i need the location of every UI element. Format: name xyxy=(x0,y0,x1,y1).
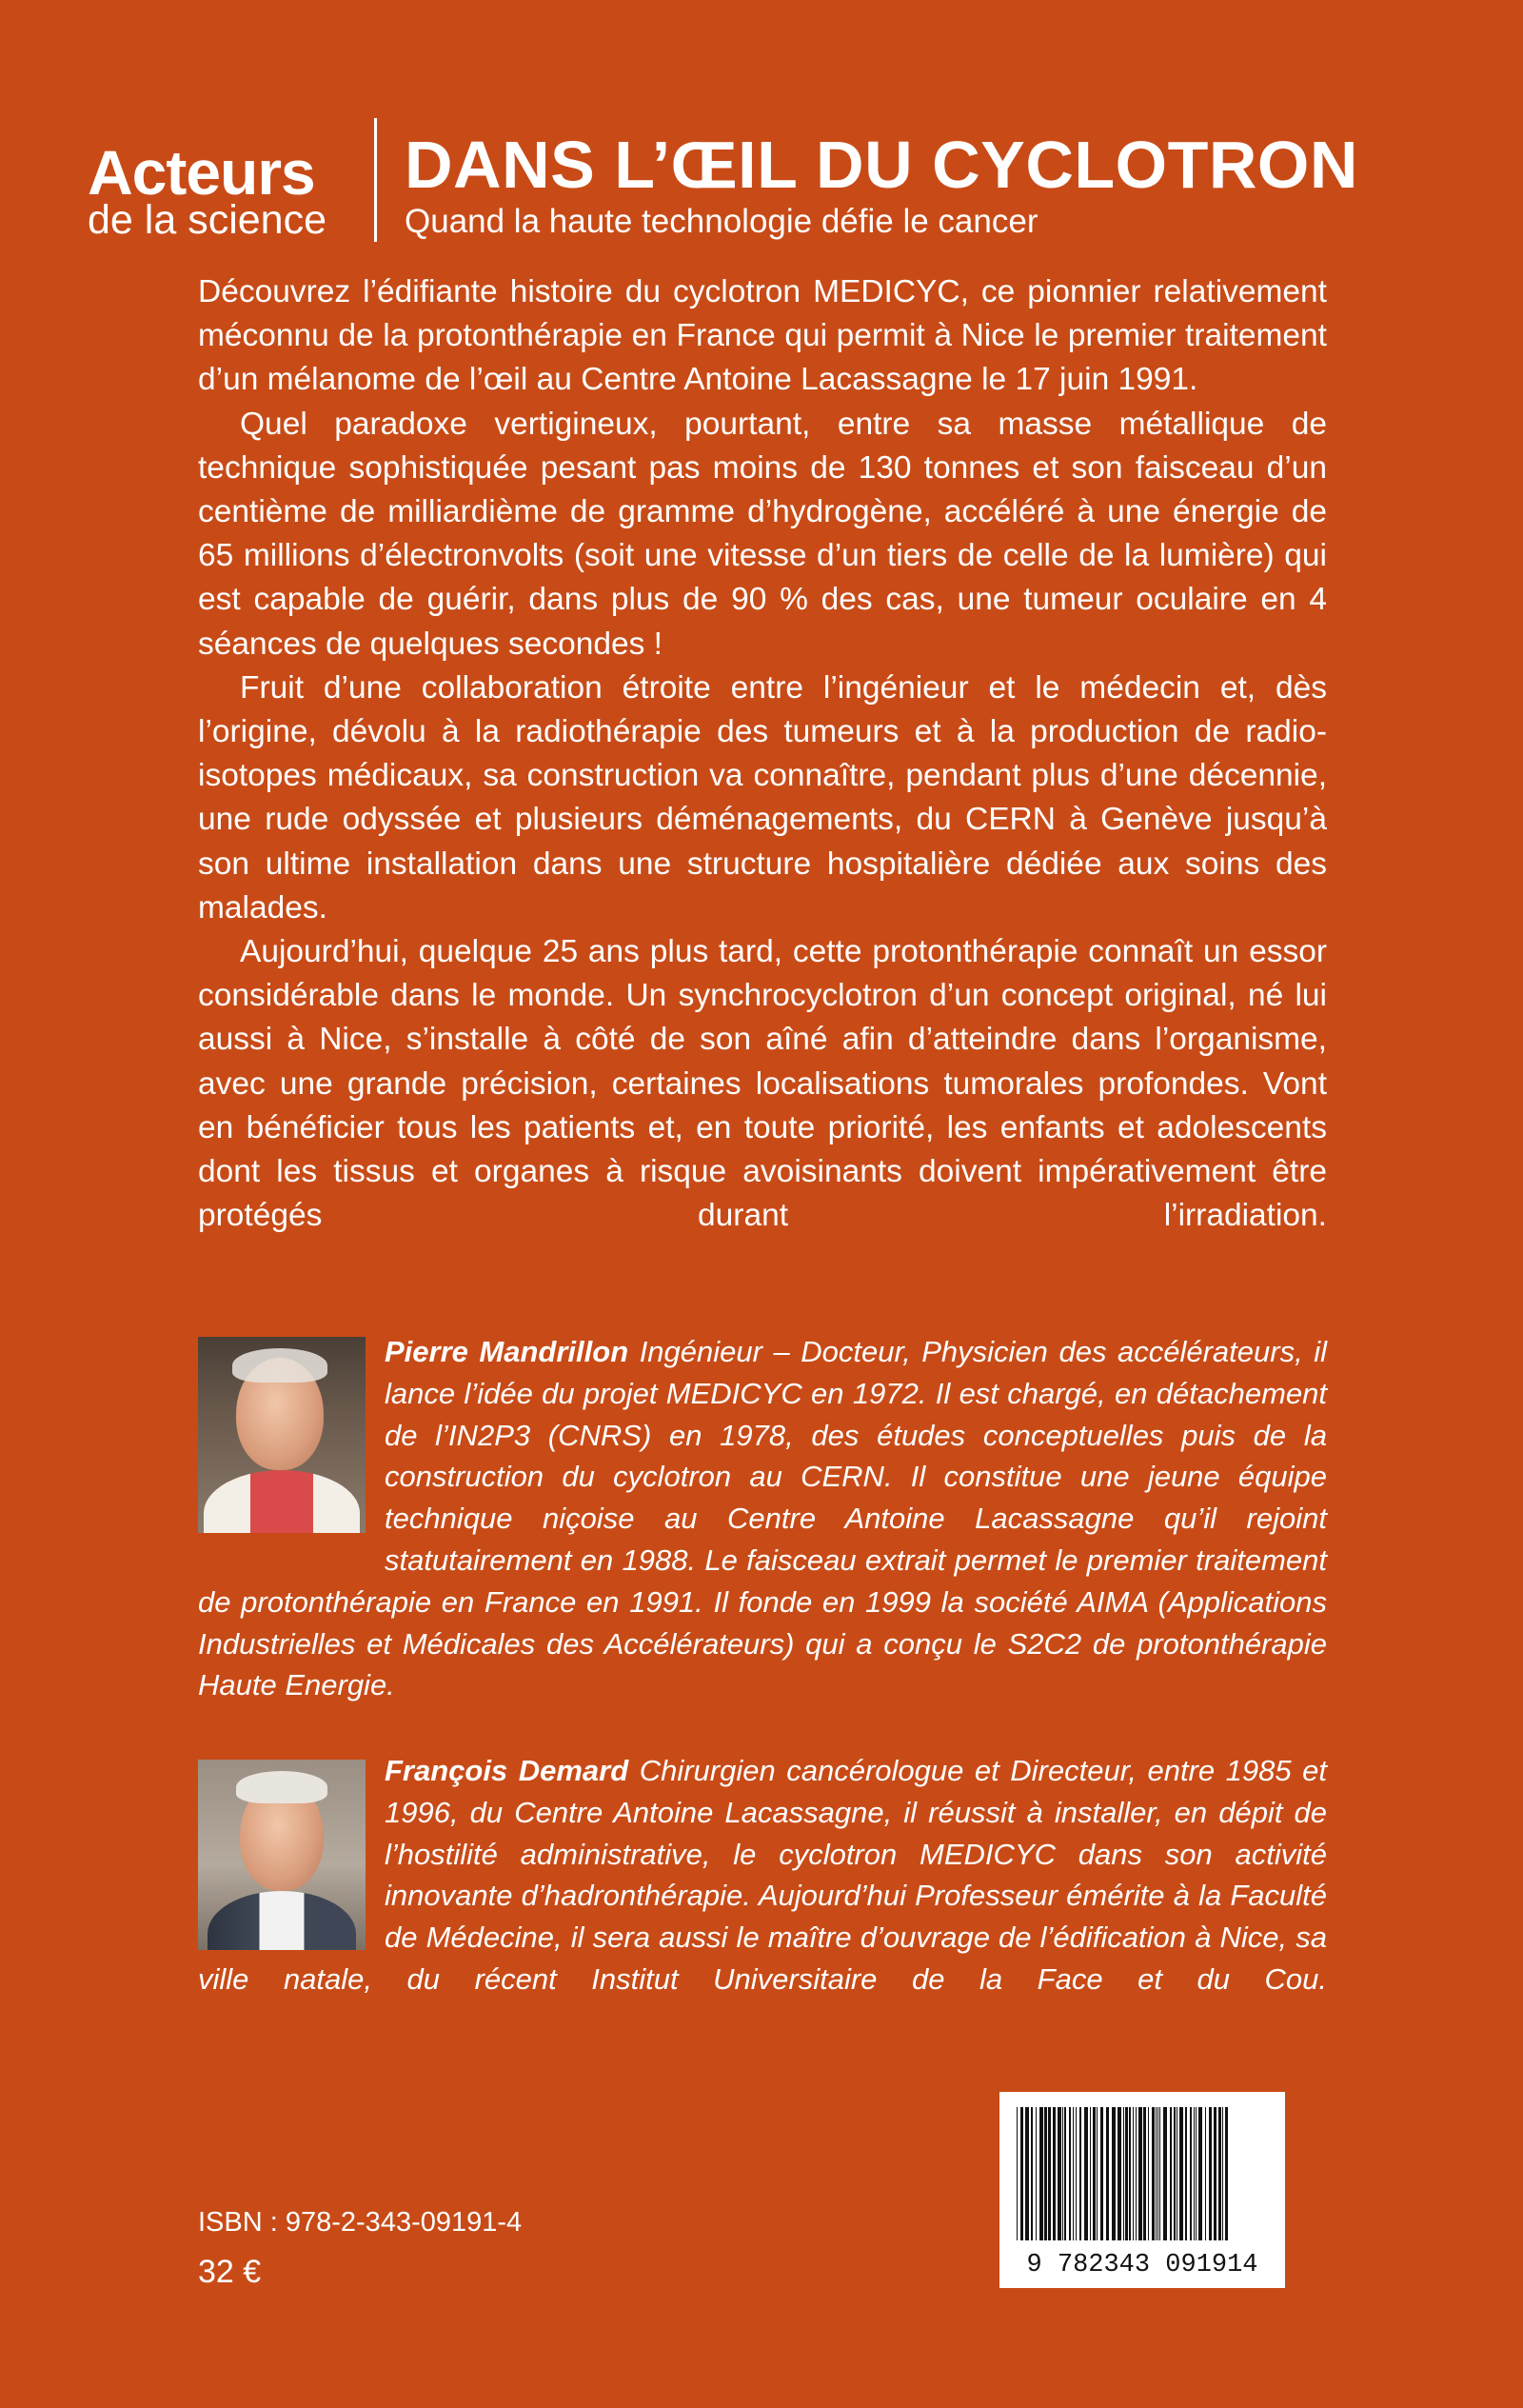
barcode-bar xyxy=(1079,2107,1081,2240)
isbn-label: ISBN : 978-2-343-09191-4 xyxy=(198,2207,523,2238)
author-bio-text xyxy=(198,1331,1327,1706)
barcode xyxy=(999,2092,1285,2288)
barcode-bar xyxy=(1136,2107,1137,2240)
blurb-paragraph-1: Découvrez l’édifiante histoire du cyclotron MEDICYC, ce pionnier relativement méconnu de la protonthérapie en France qui permit à Nice le premier traitement d’un mélanome de l’œil au Centre Antoine Lacassagne le 17 juin 1991. xyxy=(198,274,1327,398)
barcode-bar xyxy=(1156,2107,1157,2240)
barcode-bar xyxy=(1133,2107,1134,2240)
series-name-line1: Acteurs xyxy=(88,137,315,208)
barcode-bar xyxy=(1069,2107,1071,2240)
barcode-bar xyxy=(1076,2107,1077,2240)
barcode-bar xyxy=(1218,2107,1221,2240)
author-name: François Demard xyxy=(385,1754,629,1787)
barcode-bar xyxy=(1100,2107,1103,2240)
barcode-bar xyxy=(1157,2107,1158,2240)
author-description: Chirurgien cancérologue et Directeur, entre 1985 et 1996, du Centre Antoine Lacassagne, il réussit à installer, en dépit de l’hostilité administrative, le cyclotron MEDICYC dans son activité innovante d’hadronthérapie. Aujourd’hui Professeur émérite à la Faculté de Médecine, il sera aussi le maître d’ouvrage de l’édification à Nice, sa ville natale, du récent Institut Universitaire de la Face et du Cou. xyxy=(198,1754,1327,1996)
barcode-bar xyxy=(1174,2107,1176,2240)
barcode-bar xyxy=(1073,2107,1074,2240)
barcode-bar xyxy=(1179,2107,1183,2240)
barcode-bar xyxy=(1093,2107,1096,2240)
barcode-bar xyxy=(1036,2107,1037,2240)
barcode-bar xyxy=(1084,2107,1088,2240)
barcode-bar xyxy=(1143,2107,1146,2240)
cover-header xyxy=(0,124,1523,257)
barcode-bar xyxy=(1025,2107,1029,2240)
barcode-bar xyxy=(1185,2107,1187,2240)
barcode-bar xyxy=(1062,2107,1063,2240)
barcode-bar xyxy=(1106,2107,1109,2240)
barcode-bar xyxy=(1129,2107,1131,2240)
barcode-bar xyxy=(1123,2107,1124,2240)
barcode-digits: 9 782343 091914 xyxy=(1026,2251,1258,2277)
author-photo xyxy=(198,1760,366,1950)
author-photo xyxy=(198,1337,366,1533)
barcode-bar xyxy=(1152,2107,1155,2240)
author-name: Pierre Mandrillon xyxy=(385,1335,629,1368)
book-subtitle: Quand la haute technologie défie le cancer xyxy=(405,203,1038,240)
barcode-bar xyxy=(1118,2107,1121,2240)
barcode-bar xyxy=(1053,2107,1056,2240)
author-bio-text xyxy=(198,1750,1327,2000)
series-name-line2: de la science xyxy=(88,197,326,243)
barcode-bar xyxy=(1194,2107,1195,2240)
barcode-bar xyxy=(1170,2107,1172,2240)
author-bio-1 xyxy=(198,1331,1327,1706)
book-title: DANS L’ŒIL DU CYCLOTRON xyxy=(405,128,1358,202)
barcode-bar xyxy=(1222,2107,1223,2240)
blurb-paragraph-3: Fruit d’une collaboration étroite entre l’ingénieur et le médecin et, dès l’origine, dévolu à la radiothérapie des tumeurs et à la production de radio-isotopes médicaux, sa construction va connaître, pendant plus d’une décennie, une rude odyssée et plusieurs déménagements, du CERN à Genève jusqu’à son ultime installation dans une structure hospitalière dédiée aux soins des malades. xyxy=(198,669,1327,925)
barcode-bar xyxy=(1058,2107,1061,2240)
barcode-bar xyxy=(1125,2107,1128,2240)
series-logo xyxy=(88,137,345,243)
barcode-bar xyxy=(1163,2107,1167,2240)
barcode-bar xyxy=(1225,2107,1228,2240)
title-block xyxy=(405,129,1480,242)
barcode-bar xyxy=(1097,2107,1098,2240)
blurb-paragraph-2: Quel paradoxe vertigineux, pourtant, entre sa masse métallique de technique sophistiquée pesant pas moins de 130 tonnes et son faisceau d’un centième de milliardième de gramme d’hydrogène, accéléré à une énergie de 65 millions d’électronvolts (soit une vitesse d’un tiers de celle de la lumière) qui est capable de guérir, dans plus de 90 % des cas, une tumeur oculaire en 4 séances de quelques secondes ! xyxy=(198,406,1327,662)
barcode-bar xyxy=(1205,2107,1206,2240)
barcode-bar xyxy=(1039,2107,1043,2240)
barcode-bar xyxy=(1190,2107,1192,2240)
barcode-bar xyxy=(1031,2107,1033,2240)
barcode-bar xyxy=(1020,2107,1023,2240)
blurb xyxy=(198,270,1327,1238)
barcode-bar xyxy=(1209,2107,1212,2240)
barcode-bar xyxy=(1159,2107,1160,2240)
blurb-paragraph-4: Aujourd’hui, quelque 25 ans plus tard, cette protonthérapie connaît un essor considérable dans le monde. Un synchrocyclotron d’un concept original, né lui aussi à Nice, s’installe à côté de son aîné afin d’atteindre dans l’organisme, avec une grande précision, certaines localisations tumorales profondes. Vont en bénéficier tous les patients et, en toute priorité, les enfants et adolescents dont les tissus et organes à risque avoisinants doivent impérativement être protégés durant l’irradiation. xyxy=(198,934,1327,1234)
barcode-bar xyxy=(1138,2107,1142,2240)
barcode-graphic xyxy=(1011,2103,1274,2277)
barcode-bar xyxy=(1196,2107,1197,2240)
barcode-bar xyxy=(1112,2107,1116,2240)
header-divider xyxy=(374,118,377,242)
barcode-bar xyxy=(1214,2107,1216,2240)
barcode-bar xyxy=(1017,2107,1018,2240)
barcode-bar xyxy=(1090,2107,1091,2240)
author-bio-2 xyxy=(198,1750,1327,2000)
price-label: 32 € xyxy=(198,2254,262,2290)
barcode-bar xyxy=(1148,2107,1149,2240)
author-description: Ingénieur – Docteur, Physicien des accélérateurs, il lance l’idée du projet MEDICYC en 1972. Il est chargé, en détachement de l’IN2P3 (CNRS) en 1978, des études conceptuelles puis de la construction du cyclotron au CERN. Il constitue une jeune équipe technique niçoise au Centre Antoine Lacassagne qu’il rejoint statutairement en 1988. Le faisceau extrait permet le premier traitement de protonthérapie en France en 1991. Il fonde en 1999 la société AIMA (Applications Industrielles et Médicales des Accélérateurs) qui a conçu le S2C2 de protonthérapie Haute Energie. xyxy=(198,1335,1327,1702)
barcode-bar xyxy=(1064,2107,1066,2240)
barcode-bar xyxy=(1044,2107,1047,2240)
barcode-bar xyxy=(1198,2107,1202,2240)
barcode-bar xyxy=(1048,2107,1051,2240)
